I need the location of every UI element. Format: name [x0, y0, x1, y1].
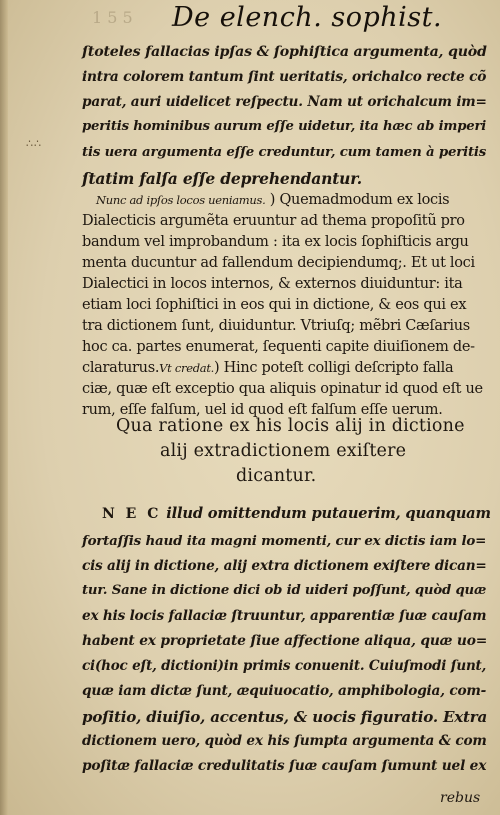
text-line: poſitæ fallaciæ credulitatis ſuæ cauſam ſumunt uel ex [82, 758, 487, 774]
text-line: parat, auri uidelicet reſpectu. Nam ut orichalcum im= [82, 94, 487, 110]
text-line: hoc ca. partes enumerat, ſequenti capite diuiſionem de- [82, 339, 475, 355]
text-segment: illud omittendum putauerim, quanquam [166, 505, 491, 522]
text-line: tra dictionem ſunt, diuiduntur. Vtriuſq; mẽbri Cæſarius [82, 318, 470, 334]
text-line: ſtoteles fallacias ipſas & ſophiſtica argumenta, quòd [82, 44, 487, 60]
text-line: quæ iam dictæ ſunt, æquiuocatio, amphibologia, com- [82, 683, 487, 699]
lemma-text: Nunc ad ipſos locos ueniamus. [96, 193, 266, 207]
text-line: menta ducuntur ad fallendum decipiendumq;. Et ut loci [82, 255, 475, 271]
running-title: De elench. sophist. [172, 2, 443, 33]
text-line: ci(hoc eſt, dictioni)in primis conuenit. Cuiuſmodi ſunt, [82, 658, 487, 674]
text-line: rum, eſſe falſum, uel id quod eſt falſum eſſe uerum. [82, 402, 443, 418]
text-line: tur. Sane in dictione dici ob id uideri poſſunt, quòd quæ [82, 583, 487, 598]
text-line: tis uera argumenta eſſe creduntur, cum tamen à peritis [82, 144, 487, 160]
text-line: bandum vel improbandum : ita ex locis ſophiſticis argu [82, 234, 469, 250]
page-number: 1 5 5 [92, 8, 133, 27]
lemma-text: Vt credat. [159, 361, 214, 375]
text-line: dictionem uero, quòd ex his ſumpta argumenta & com [82, 733, 487, 749]
text-line: Dialectici in locos internos, & externos diuiduntur: ita [82, 276, 463, 292]
text-line: cis alij in dictione, alij extra dictionem exiſtere dican= [82, 558, 487, 574]
text-line: fortaſſis haud ita magni momenti, cur ex dictis iam lo= [82, 533, 487, 549]
text-line: intra colorem tantum ſint ueritatis, orichalco recte cõ [82, 69, 487, 85]
heading-line: dicantur. [236, 466, 317, 486]
text-line [96, 192, 449, 208]
text-segment: ) Quemadmodum ex locis [269, 192, 450, 208]
text-line [82, 360, 453, 376]
catchword: rebus [440, 790, 481, 806]
text-line: ex his locis fallaciæ ſtruuntur, apparentiæ ſuæ cauſam [82, 608, 487, 624]
text-line: habent ex proprietate ſiue affectione aliqua, quæ uo= [82, 633, 488, 649]
page-gutter-shadow [0, 0, 8, 815]
text-line: Dialecticis argumẽta eruuntur ad thema propoſitũ pro [82, 213, 465, 229]
text-line [102, 505, 491, 522]
text-line: peritis hominibus aurum eſſe uidetur, ita hæc ab imperi [82, 119, 487, 134]
heading-line: alij extradictionem exiſtere [160, 441, 407, 461]
text-line: poſitio, diuiſio, accentus, & uocis figuratio. Extra [82, 708, 488, 726]
text-line: ſtatim falſa eſſe deprehendantur. [82, 169, 362, 188]
text-line: ciæ, quæ eſt exceptio qua aliquis opinatur id quod eſt ue [82, 381, 483, 397]
text-segment: ) Hinc poteſt colligi deſcripto falla [214, 360, 454, 376]
margin-mark: ∴∴ [26, 137, 42, 150]
text-segment: claraturus. [82, 360, 160, 376]
opening-caps: N E C [102, 506, 162, 522]
text-line: etiam loci ſophiſtici in eos qui in dictione, & eos qui ex [82, 297, 467, 313]
heading-line: Qua ratione ex his locis alij in dictione [116, 416, 465, 436]
